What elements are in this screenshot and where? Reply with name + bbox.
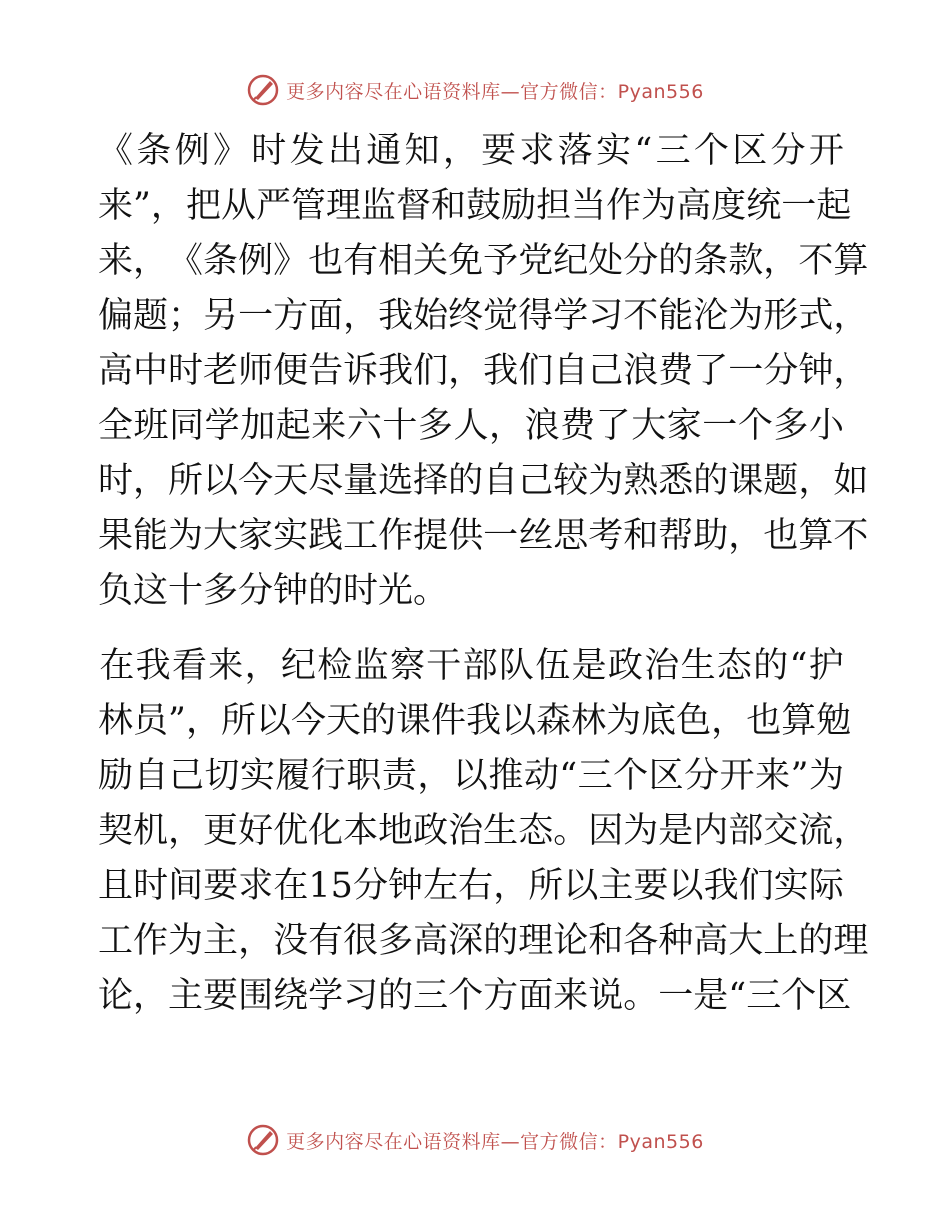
text-line: 高 中 时 老 师 便 告 诉 我 们 ， 我 们 自 己 浪 费 了 一 分 钟 ，: [98, 351, 869, 391]
paragraph-1: [98, 124, 869, 619]
text-line: 来 ” ， 把 从 严 管 理 监 督 和 鼓 励 担 当 作 为 高 度 统 一 起: [98, 186, 852, 226]
header-watermark: [0, 70, 950, 110]
text-line: 偏 题 ； 另 一 方 面 ， 我 始 终 觉 得 学 习 不 能 沦 为 形 式 ，: [98, 296, 869, 336]
quill-logo-icon: [246, 1123, 280, 1157]
watermark-text: 更多内容尽在心语资料库—官方微信：Pyan556: [286, 1130, 704, 1153]
text-line: 论 ， 主 要 围 绕 学 习 的 三 个 方 面 来 说 。 一 是 “ 三 个 区: [98, 976, 852, 1016]
document-body: [98, 124, 869, 1024]
text-line: 果 能 为 大 家 实 践 工 作 提 供 一 丝 思 考 和 帮 助 ， 也 算 不: [98, 516, 869, 556]
text-line: 契 机 ， 更 好 优 化 本 地 政 治 生 态 。 因 为 是 内 部 交 流 ，: [98, 811, 869, 851]
text-line: 时 ， 所 以 今 天 尽 量 选 择 的 自 己 较 为 熟 悉 的 课 题 ， 如: [98, 461, 869, 501]
text-line: 负这十多分钟的时光。: [98, 571, 449, 611]
text-line: 在 我 看 来 ， 纪 检 监 察 干 部 队 伍 是 政 治 生 态 的 “ 护: [99, 646, 844, 686]
text-line: 全 班 同 学 加 起 来 六 十 多 人 ， 浪 费 了 大 家 一 个 多 小: [98, 406, 844, 446]
text-line: 且 时 间 要 求 在 15 分 钟 左 右 ， 所 以 主 要 以 我 们 实 际: [98, 866, 844, 906]
text-line: 《 条 例 》 时 发 出 通 知 ， 要 求 落 实 “ 三 个 区 分 开: [98, 131, 844, 171]
text-line: 林 员 ” ， 所 以 今 天 的 课 件 我 以 森 林 为 底 色 ， 也 算 勉: [98, 701, 852, 741]
watermark-text: 更多内容尽在心语资料库—官方微信：Pyan556: [286, 80, 704, 103]
text-line: 工 作 为 主 ， 没 有 很 多 高 深 的 理 论 和 各 种 高 大 上 的 理: [98, 921, 869, 961]
quill-logo-icon: [246, 73, 280, 107]
paragraph-2: [98, 639, 869, 1024]
text-line: 励 自 己 切 实 履 行 职 责 ， 以 推 动 “ 三 个 区 分 开 来 ” 为: [98, 756, 844, 796]
footer-watermark: [0, 1120, 950, 1160]
text-line: 来 ， 《 条 例 》 也 有 相 关 免 予 党 纪 处 分 的 条 款 ， 不 算: [98, 241, 869, 281]
